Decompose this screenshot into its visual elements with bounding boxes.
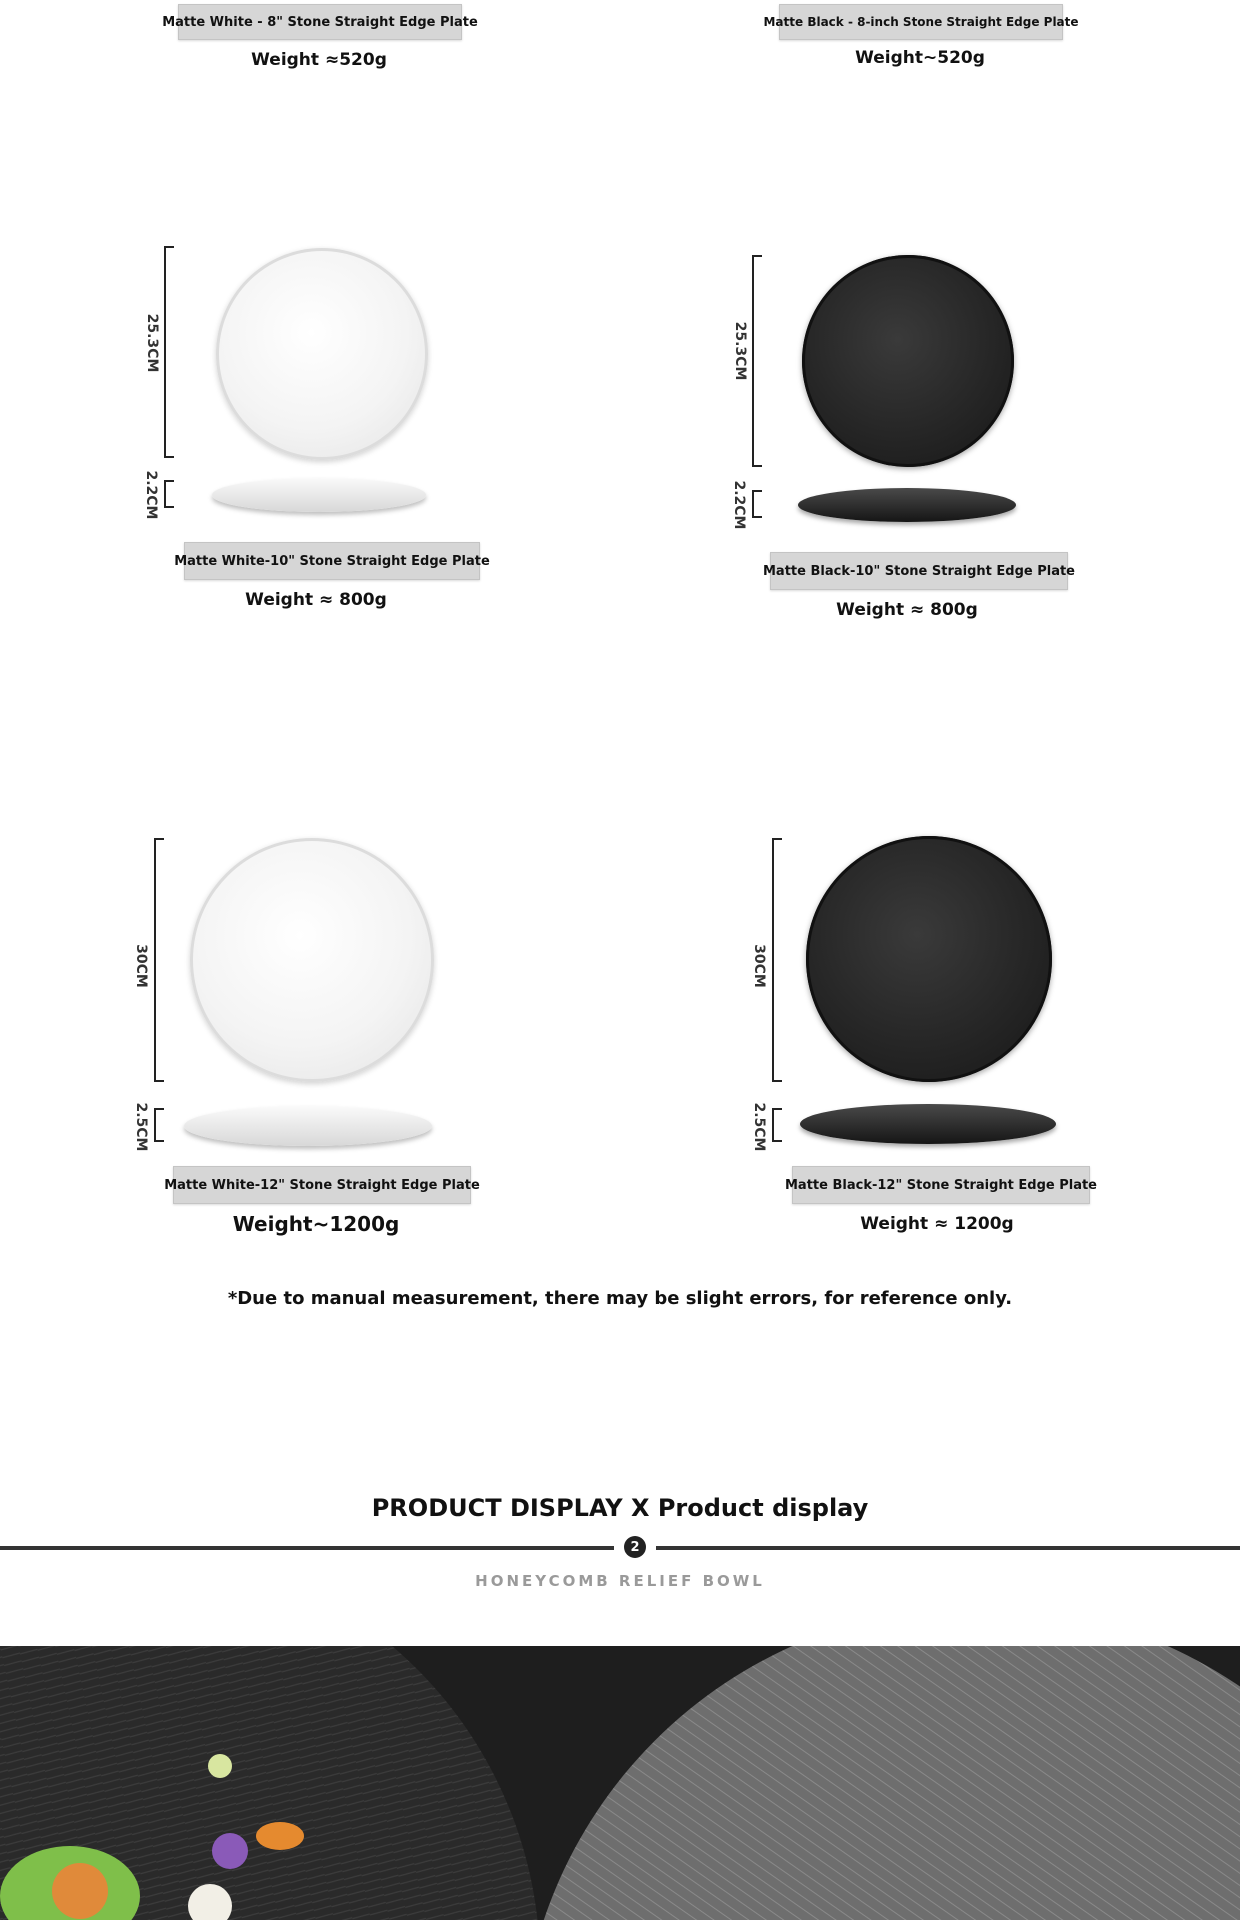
divider-right: [656, 1546, 1240, 1550]
dim-line-white-12-diameter: [154, 838, 164, 1082]
weight-white-12: Weight~1200g: [232, 1212, 400, 1236]
dim-black-12-diameter: 30CM: [751, 944, 767, 988]
dim-line-black-10-height: [752, 490, 762, 518]
product-photo-illustration: [0, 1646, 1240, 1920]
dim-line-white-12-height: [154, 1108, 164, 1142]
weight-black-8: Weight~520g: [855, 48, 985, 68]
weight-white-10: Weight ≈ 800g: [245, 590, 387, 610]
dim-white-12-diameter: 30CM: [133, 944, 149, 988]
section-subtitle: HONEYCOMB RELIEF BOWL: [475, 1572, 765, 1590]
label-black-10: Matte Black-10" Stone Straight Edge Plate: [770, 552, 1068, 590]
plate-white-10-side: [212, 478, 426, 512]
plate-black-12-side: [800, 1104, 1056, 1144]
weight-black-12: Weight ≈ 1200g: [860, 1214, 1014, 1234]
dim-white-12-height: 2.5CM: [133, 1102, 149, 1152]
weight-white-8: Weight ≈520g: [251, 50, 387, 70]
section-title: PRODUCT DISPLAY X Product display: [371, 1494, 869, 1522]
divider-left: [0, 1546, 614, 1550]
section-number-badge: 2: [624, 1536, 646, 1558]
product-photo: [0, 1646, 1240, 1920]
label-black-12: Matte Black-12" Stone Straight Edge Plate: [792, 1166, 1090, 1204]
dim-black-12-height: 2.5CM: [751, 1102, 767, 1152]
plate-white-12-side: [184, 1106, 432, 1146]
label-white-10: Matte White-10" Stone Straight Edge Plate: [184, 542, 480, 580]
plate-black-10-side: [798, 488, 1016, 522]
plate-white-10-top: [216, 248, 428, 460]
dim-black-10-height: 2.2CM: [731, 480, 747, 530]
dim-line-black-10-diameter: [752, 255, 762, 467]
dim-white-10-diameter: 25.3CM: [144, 313, 160, 373]
dim-black-10-diameter: 25.3CM: [732, 321, 748, 381]
dim-white-10-height: 2.2CM: [143, 470, 159, 520]
plate-black-12-top: [806, 836, 1052, 1082]
dim-line-white-10-height: [164, 480, 174, 508]
label-white-12: Matte White-12" Stone Straight Edge Plate: [173, 1166, 471, 1204]
weight-black-10: Weight ≈ 800g: [836, 600, 978, 620]
dim-line-white-10-diameter: [164, 246, 174, 458]
plate-black-10-top: [802, 255, 1014, 467]
plate-white-12-top: [190, 838, 434, 1082]
label-white-8: Matte White - 8" Stone Straight Edge Plate: [178, 4, 462, 40]
dim-line-black-12-height: [772, 1108, 782, 1142]
dim-line-black-12-diameter: [772, 838, 782, 1082]
label-black-8: Matte Black - 8-inch Stone Straight Edge Plate: [779, 4, 1063, 40]
measurement-disclaimer: *Due to manual measurement, there may be slight errors, for reference only.: [227, 1288, 1013, 1309]
